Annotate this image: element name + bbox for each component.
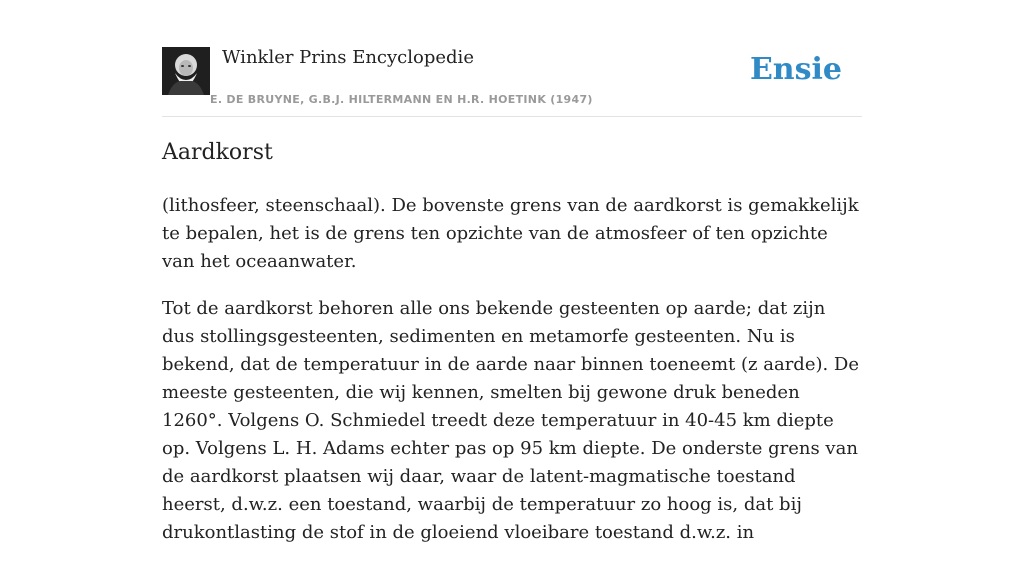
article-paragraph: Tot de aardkorst behoren alle ons bekende gesteenten op aarde; dat zijn dus stollingsgesteenten, sedimenten en metamorfe gesteenten. Nu is bekend, dat de temperatuur in de aarde naar binnen toeneemt (z aarde). De meeste gesteenten, die wij kennen, smelten bij gewone druk beneden 1260°. Volgens O. Schmiedel treedt deze temperatuur in 40-45 km diepte op. Volgens L. H. Adams echter pas op 95 km diepte. De onderste grens van de aardkorst plaatsen wij daar, waar de latent-magmatische toestand heerst, d.w.z. een toestand, waarbij de temperatuur zo hoog is, dat bij drukontlasting de stof in de gloeiend vloeibare toestand d.w.z. in (162, 298, 860, 543)
source-title[interactable]: Winkler Prins Encyclopedie (222, 47, 474, 68)
source-authors: E. DE BRUYNE, G.B.J. HILTERMANN EN H.R. HOETINK (1947) (210, 93, 593, 106)
source-header (162, 46, 862, 117)
avatar (162, 47, 210, 95)
article-paragraph: (lithosfeer, steenschaal). De bovenste grens van de aardkorst is gemakkelijk te bepalen, het is de grens ten opzichte van de atmosfeer of ten opzichte van het oceaanwater. (162, 195, 859, 272)
article-body (162, 192, 862, 566)
brand-logo[interactable]: Ensie (749, 52, 842, 87)
article-title: Aardkorst (162, 140, 273, 165)
portrait-icon (162, 47, 210, 95)
